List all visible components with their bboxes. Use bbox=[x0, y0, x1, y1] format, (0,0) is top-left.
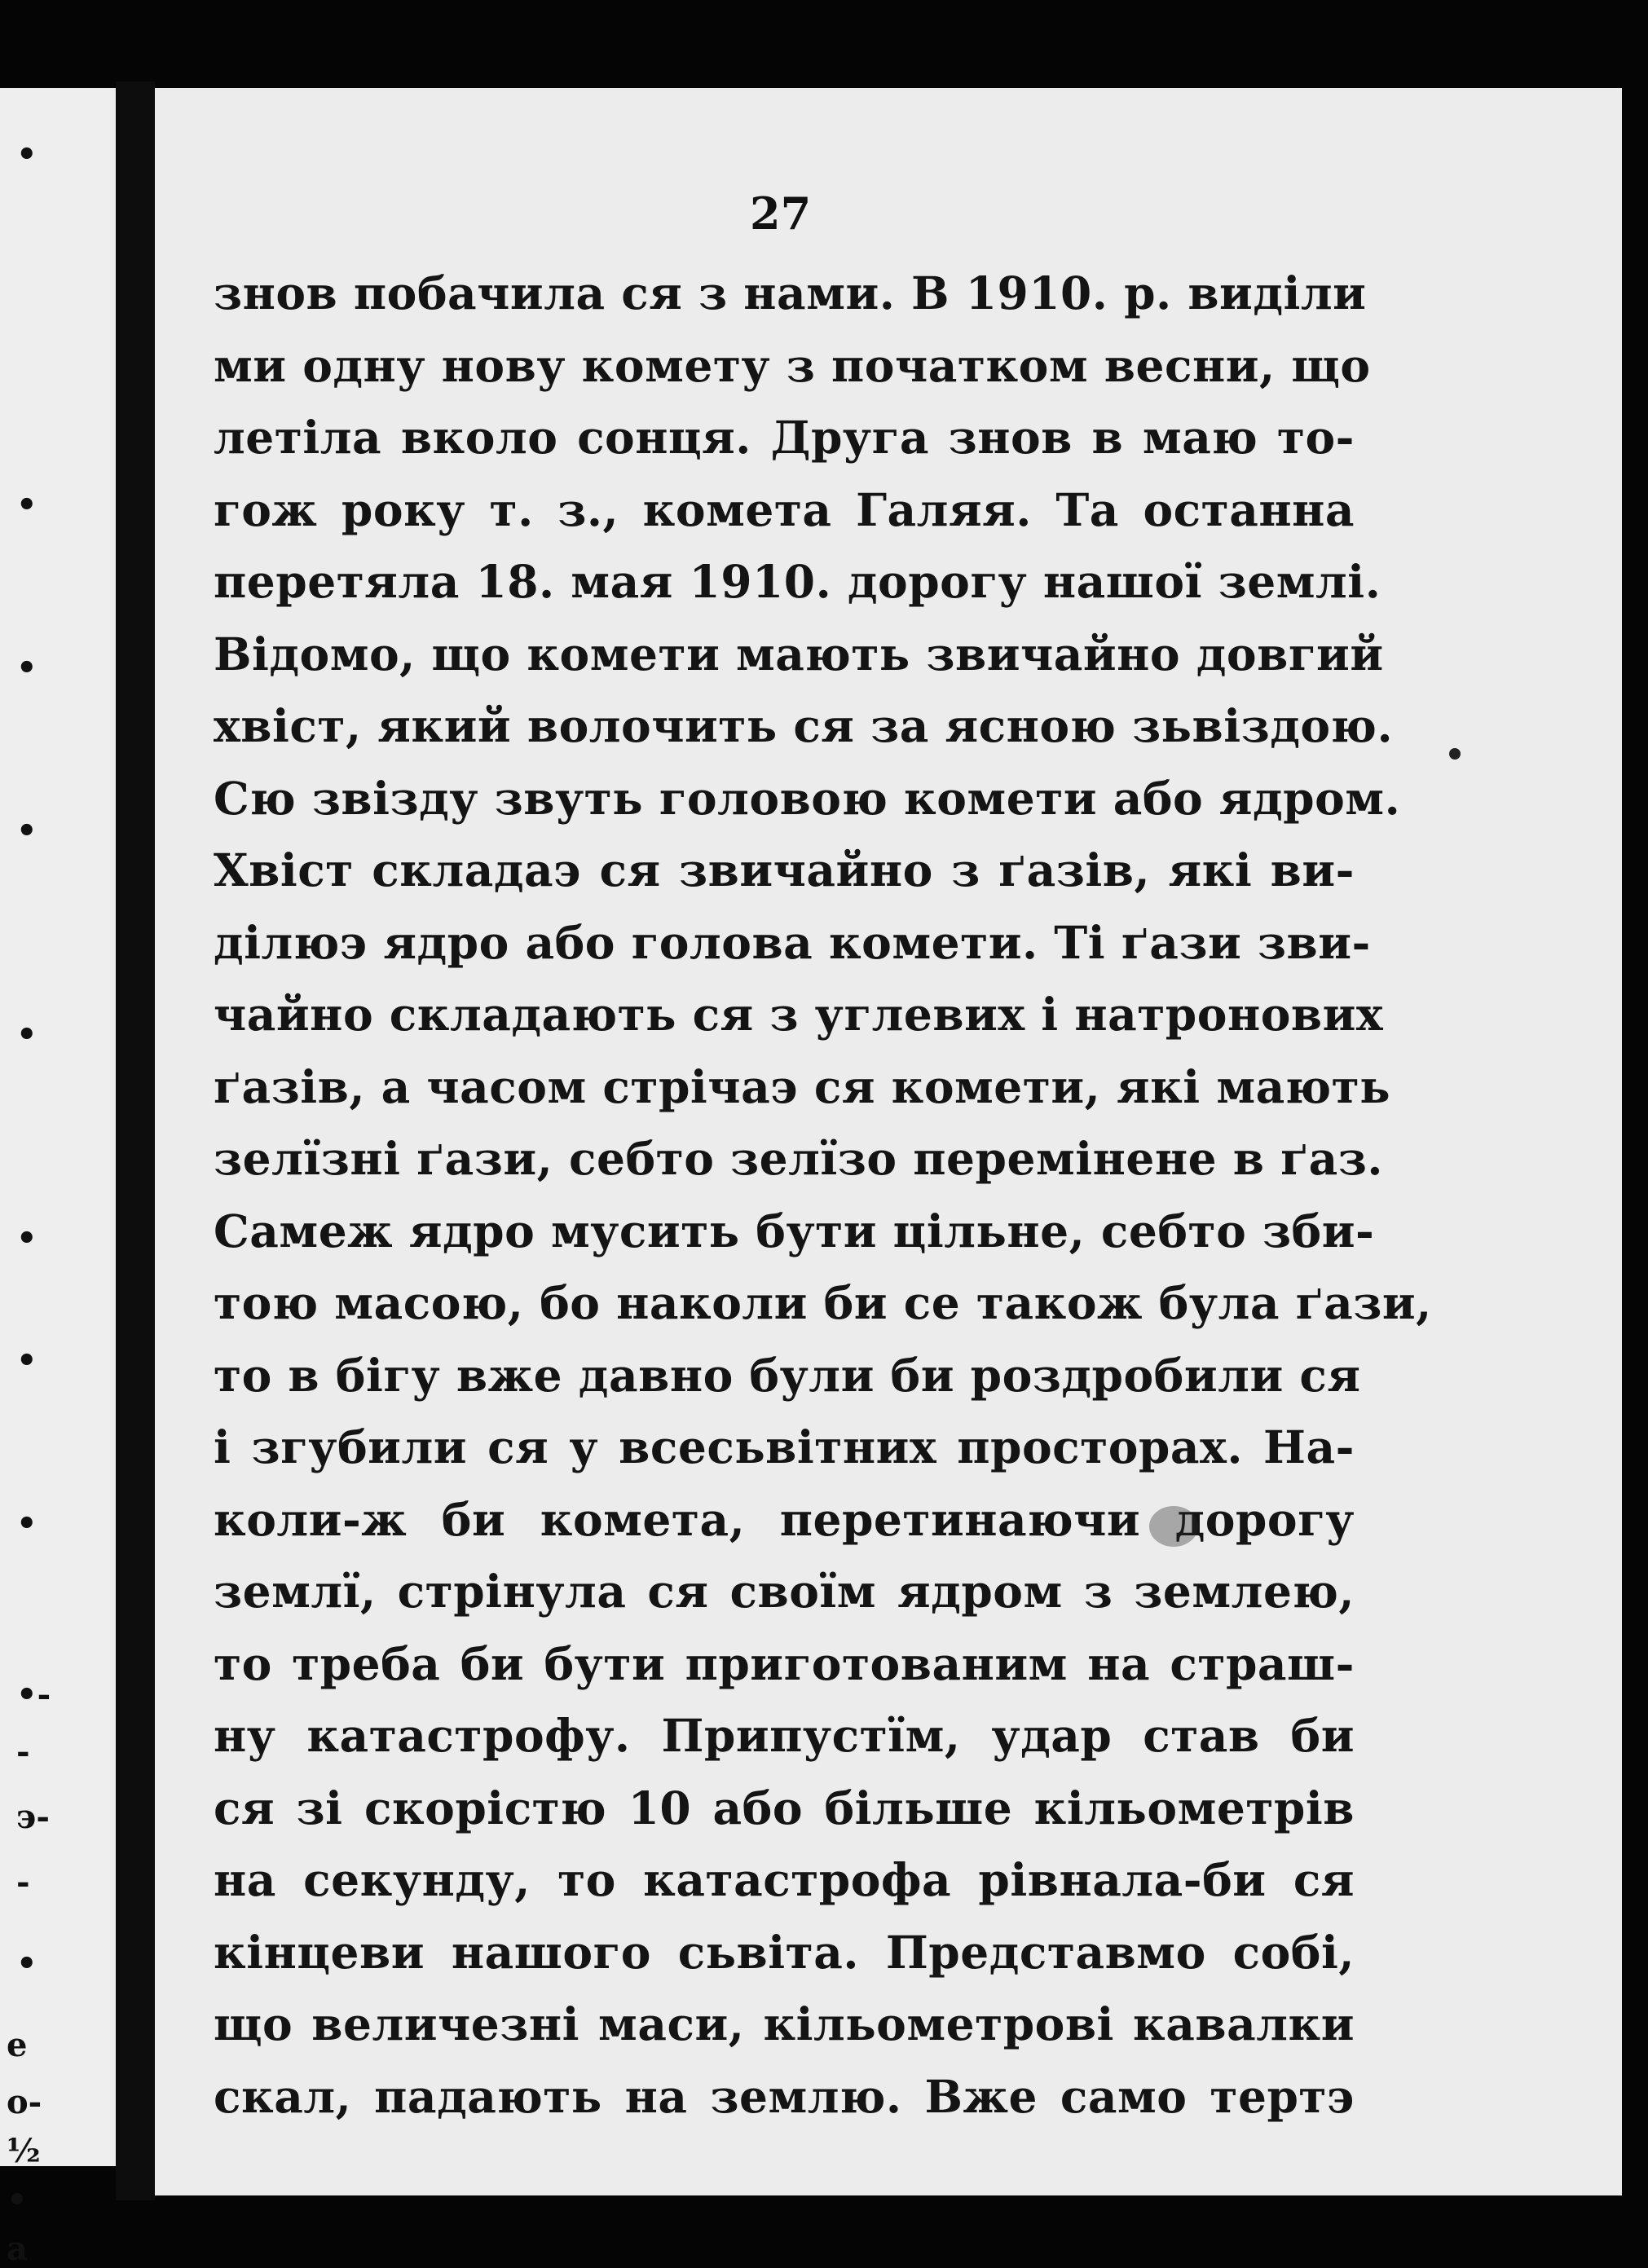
text-line: летіла вколо сонця. Друга знов в маю то- bbox=[214, 411, 1355, 464]
ink-speck bbox=[1449, 748, 1461, 760]
text-line: хвіст, який волочить ся за ясною зьвіздою. bbox=[214, 699, 1394, 752]
text-line: ми одну нову комету з початком весни, що bbox=[214, 338, 1371, 392]
left-page-fragment: - bbox=[16, 1733, 30, 1771]
text-line: то треба би бути приготованим на страш- bbox=[214, 1636, 1355, 1690]
left-page-fragment: • bbox=[16, 486, 37, 524]
body-text bbox=[214, 258, 1432, 2133]
left-page-fragment: • bbox=[16, 812, 37, 850]
left-page-fragment: • bbox=[16, 649, 37, 687]
left-page-fragment: • bbox=[16, 135, 37, 174]
text-line: кінцеви нашого сьвіта. Представмо собі, bbox=[214, 1925, 1355, 1979]
left-page-fragment: •- bbox=[16, 1676, 51, 1714]
text-line: Відомо, що комети мають звичайно довгий bbox=[214, 627, 1384, 680]
left-page-fragment: е bbox=[7, 2026, 28, 2064]
text-line: на секунду, то катастрофа рівнала-би ся bbox=[214, 1853, 1355, 1906]
left-page-fragment: • bbox=[16, 1219, 37, 1257]
left-page-fragment: а bbox=[7, 2230, 28, 2268]
left-page-fragment: о- bbox=[7, 2083, 42, 2121]
text-line: то в бігу вже давно були би роздробили ся bbox=[214, 1348, 1361, 1402]
left-page-edge bbox=[0, 88, 116, 2268]
text-line: гож року т. з., комета Галяя. Та останна bbox=[214, 482, 1355, 536]
ink-speck bbox=[1149, 1506, 1198, 1547]
text-line: землї, стрінула ся своїм ядром з землею, bbox=[214, 1565, 1355, 1618]
left-page-text-fragments bbox=[0, 88, 116, 2268]
left-page-fragment: ½ bbox=[7, 2132, 41, 2170]
text-line: ґазів, а часом стрічаэ ся комети, які мають bbox=[214, 1059, 1391, 1113]
text-line: Хвіст складаэ ся звичайно з ґазів, які ви- bbox=[214, 843, 1355, 896]
page-number: 27 bbox=[750, 187, 812, 240]
left-page-fragment: • bbox=[16, 1341, 37, 1380]
text-line: Сю звізду звуть головою комети або ядром. bbox=[214, 771, 1401, 825]
text-line: що величезні маси, кільометрові кавалки bbox=[214, 1997, 1355, 2050]
left-page-fragment: • bbox=[16, 1944, 37, 1983]
text-line: і згубили ся у всесьвітних просторах. На- bbox=[214, 1420, 1355, 1473]
text-line: знов побачила ся з нами. В 1910. р. виділи bbox=[214, 266, 1367, 319]
left-page-fragment: э- bbox=[16, 1798, 50, 1836]
left-page-fragment: • bbox=[16, 1015, 37, 1054]
text-line: ділюэ ядро або голова комети. Ті ґази зви- bbox=[214, 915, 1371, 969]
text-line: скал, падають на землю. Вже само тертэ bbox=[214, 2069, 1355, 2123]
left-page-fragment: • bbox=[7, 2181, 28, 2219]
text-line: зелїзні ґази, себто зелїзо перемінене в ґаз. bbox=[214, 1132, 1383, 1185]
text-line: ся зі скорістю 10 або більше кільометрів bbox=[214, 1781, 1355, 1834]
left-page-fragment: - bbox=[16, 1863, 30, 1901]
text-line: Самеж ядро мусить бути цільне, себто зби- bbox=[214, 1204, 1375, 1257]
left-page-fragment: • bbox=[16, 1504, 37, 1543]
text-line: ну катастрофу. Припустїм, удар став би bbox=[214, 1709, 1355, 1762]
text-line: чайно складають ся з углевих і натронових bbox=[214, 988, 1384, 1041]
book-page bbox=[155, 88, 1622, 2195]
book-gutter bbox=[116, 81, 155, 2200]
text-line: перетяла 18. мая 1910. дорогу нашої землі. bbox=[214, 555, 1381, 608]
text-line: коли-ж би комета, перетинаючи дорогу bbox=[214, 1492, 1355, 1546]
text-line: тою масою, бо наколи би се також була ґази, bbox=[214, 1276, 1432, 1329]
